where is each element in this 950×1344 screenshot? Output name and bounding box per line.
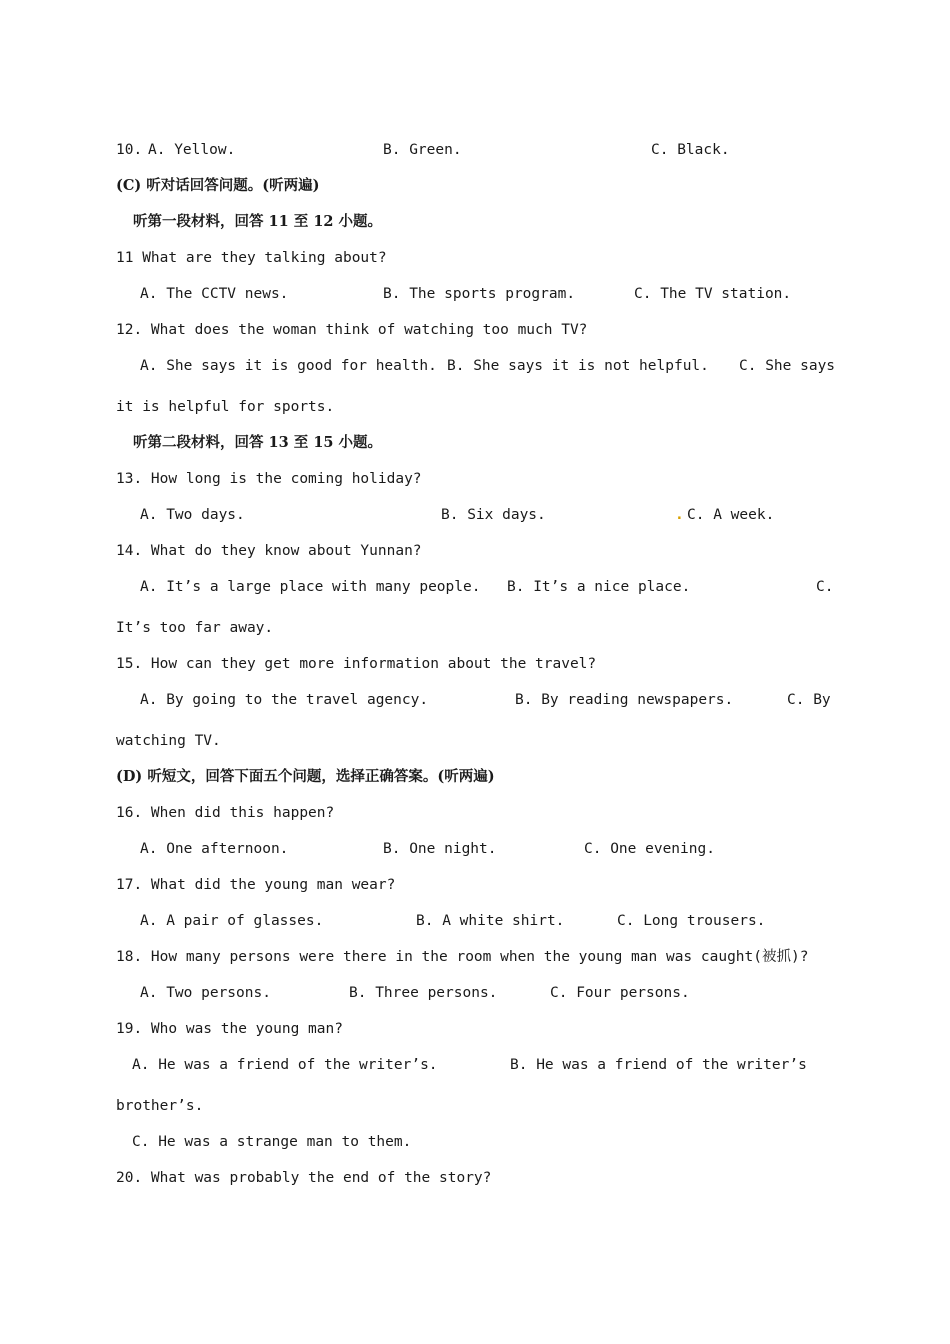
yellow-dot-icon: . xyxy=(675,507,684,523)
option-c: C. The TV station. xyxy=(634,286,792,302)
question-19: 19. Who was the young man? xyxy=(116,1021,343,1037)
section-c-sub2: 听第二段材料，回答 13 至 15 小题。 xyxy=(133,434,383,451)
option-b: B. She says it is not helpful. xyxy=(447,358,709,374)
question-17: 17. What did the young man wear? xyxy=(116,877,396,893)
option-b: B. Six days. xyxy=(441,507,546,523)
question-15-option-c-cont: watching TV. xyxy=(116,733,221,749)
question-15: 15. How can they get more information about the travel? xyxy=(116,656,597,672)
question-16: 16. When did this happen? xyxy=(116,805,335,821)
question-19-option-c: C. He was a strange man to them. xyxy=(132,1134,412,1150)
option-c: C. A week. xyxy=(687,507,775,523)
question-18: 18. How many persons were there in the room when the young man was caught(被抓)? xyxy=(116,949,809,965)
option-b: B. One night. xyxy=(383,841,497,857)
option-c: C. By xyxy=(787,692,831,708)
option-c: C. She says xyxy=(739,358,836,374)
option-a: A. A pair of glasses. xyxy=(140,913,324,929)
option-a: A. Two days. xyxy=(140,507,245,523)
option-b: B. By reading newspapers. xyxy=(515,692,734,708)
option-a: A. Yellow. xyxy=(148,142,236,158)
option-b: B. He was a friend of the writer’s xyxy=(510,1057,807,1073)
section-d-heading: (D) 听短文，回答下面五个问题，选择正确答案。(听两遍) xyxy=(116,768,495,785)
option-c: C. One evening. xyxy=(584,841,715,857)
option-c: C. xyxy=(816,579,834,595)
question-number: 10. xyxy=(116,142,143,158)
option-a: A. Two persons. xyxy=(140,985,271,1001)
option-a: A. One afternoon. xyxy=(140,841,289,857)
option-b: B. A white shirt. xyxy=(416,913,565,929)
option-a: A. She says it is good for health. xyxy=(140,358,437,374)
question-12-option-c-cont: it is helpful for sports. xyxy=(116,399,335,415)
option-c: C. Long trousers. xyxy=(617,913,766,929)
question-19-options xyxy=(116,1055,836,1135)
option-b: B. Green. xyxy=(383,142,462,158)
section-c-sub1: 听第一段材料，回答 11 至 12 小题。 xyxy=(133,213,383,230)
option-b: B. The sports program. xyxy=(383,286,576,302)
option-b: B. Three persons. xyxy=(349,985,498,1001)
option-c: C. Four persons. xyxy=(550,985,690,1001)
question-11: 11 What are they talking about? xyxy=(116,250,387,266)
option-b: B. It’s a nice place. xyxy=(507,579,691,595)
question-14-option-c-cont: It’s too far away. xyxy=(116,620,274,636)
question-20: 20. What was probably the end of the story? xyxy=(116,1170,492,1186)
option-a: A. He was a friend of the writer’s. xyxy=(132,1057,438,1073)
option-a: A. By going to the travel agency. xyxy=(140,692,429,708)
section-c-heading: (C) 听对话回答问题。(听两遍) xyxy=(116,177,320,194)
question-14: 14. What do they know about Yunnan? xyxy=(116,543,422,559)
question-10-options xyxy=(116,140,836,260)
option-a: A. The CCTV news. xyxy=(140,286,289,302)
question-13: 13. How long is the coming holiday? xyxy=(116,471,422,487)
option-a: A. It’s a large place with many people. xyxy=(140,579,481,595)
question-12: 12. What does the woman think of watching too much TV? xyxy=(116,322,588,338)
option-c: C. Black. xyxy=(651,142,730,158)
question-19-option-b-cont: brother’s. xyxy=(116,1098,204,1114)
